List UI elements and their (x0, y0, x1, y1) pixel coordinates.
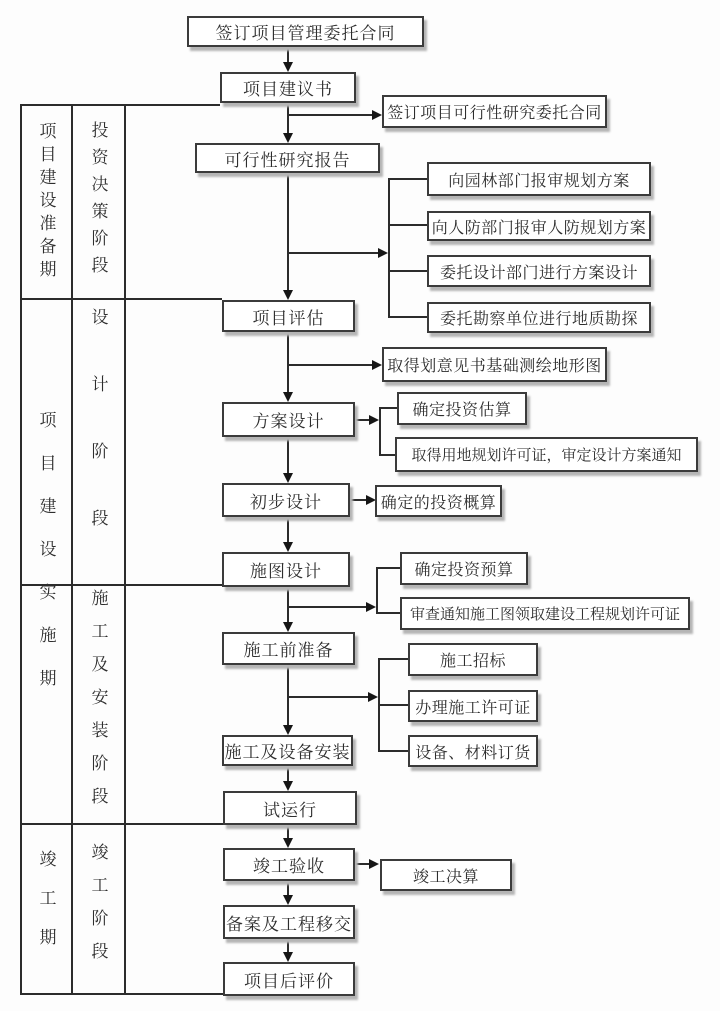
flow-line (287, 173, 289, 292)
table-line-top (20, 104, 220, 106)
stage-construction-install: 施工及安装阶段 (88, 588, 108, 820)
node-equipment-material-ordering: 设备、材料订货 (408, 735, 538, 767)
node-project-evaluation: 项目评估 (222, 300, 355, 332)
flow-line (287, 103, 289, 135)
branch-line (288, 696, 368, 698)
node-post-project-evaluation: 项目后评价 (223, 962, 355, 996)
arrow-down-icon (283, 62, 293, 72)
bracket-stub (376, 612, 400, 614)
bracket-stub (378, 750, 408, 752)
table-border-right (124, 105, 126, 995)
branch-line (355, 419, 369, 421)
arrow-down-icon (283, 392, 293, 402)
node-preliminary-design: 初步设计 (222, 483, 350, 517)
arrow-down-icon (283, 781, 293, 791)
node-entrust-design-dept-scheme: 委托设计部门进行方案设计 (427, 255, 651, 287)
node-construction-and-equipment-installation: 施工及设备安装 (222, 735, 353, 766)
bracket-stub (376, 567, 400, 569)
stage-design: 设计阶段 (88, 307, 108, 576)
node-completion-settlement: 竣工决算 (380, 859, 512, 891)
branch-line (288, 364, 372, 366)
node-pre-construction-preparation: 施工前准备 (222, 632, 355, 665)
branch-line (350, 499, 366, 501)
node-obtain-opinion-survey-map: 取得划意见书基础测绘地形图 (382, 347, 607, 382)
node-handle-construction-permit: 办理施工许可证 (408, 690, 538, 722)
arrow-down-icon (283, 952, 293, 962)
branch-line (288, 114, 372, 116)
arrow-right-icon (366, 602, 376, 612)
bracket-stub (388, 316, 427, 318)
node-trial-operation: 试运行 (223, 791, 357, 825)
node-sign-feasibility-entrust-contract: 签订项目可行性研究委托合同 (382, 95, 607, 128)
table-line-bottom (20, 993, 223, 995)
branch-line (288, 252, 378, 254)
arrow-right-icon (368, 692, 378, 702)
node-construction-bidding: 施工招标 (408, 643, 538, 676)
bracket-stub (379, 407, 397, 409)
arrow-right-icon (378, 248, 388, 258)
flow-line (287, 47, 289, 63)
arrow-down-icon (283, 473, 293, 483)
arrow-right-icon (372, 360, 382, 370)
arrow-right-icon (369, 415, 379, 425)
branch-line (355, 863, 369, 865)
arrow-right-icon (372, 110, 382, 120)
bracket-line (376, 567, 378, 614)
node-determine-rough-estimate: 确定的投资概算 (375, 485, 502, 517)
node-construction-drawing-design: 施图设计 (222, 552, 350, 587)
arrow-down-icon (283, 290, 293, 300)
node-feasibility-study-report: 可行性研究报告 (195, 143, 380, 173)
arrow-down-icon (283, 133, 293, 143)
node-obtain-land-planning-permit: 取得用地规划许可证，审定设计方案通知 (395, 437, 698, 472)
bracket-stub (388, 270, 427, 272)
arrow-down-icon (283, 622, 293, 632)
period-preparation: 项目建设准备期 (36, 121, 56, 283)
stage-completion: 竣工阶段 (88, 842, 108, 975)
flow-line (287, 332, 289, 394)
node-submit-planning-to-garden-dept: 向园林部门报审规划方案 (427, 162, 651, 196)
branch-line (288, 606, 366, 608)
arrow-down-icon (283, 542, 293, 552)
period-completion: 竣工期 (36, 850, 56, 967)
node-determine-investment-estimate: 确定投资估算 (397, 392, 527, 425)
arrow-down-icon (283, 838, 293, 848)
stage-investment-decision: 投资决策阶段 (88, 121, 108, 283)
bracket-stub (388, 224, 427, 226)
node-review-notice-get-permit: 审查通知施工图领取建设工程规划许可证 (400, 597, 690, 630)
node-determine-investment-budget: 确定投资预算 (400, 552, 528, 585)
node-scheme-design: 方案设计 (222, 402, 355, 437)
node-project-proposal: 项目建议书 (220, 72, 356, 103)
arrow-down-icon (283, 725, 293, 735)
flow-line (287, 517, 289, 544)
arrow-down-icon (283, 895, 293, 905)
node-entrust-survey-unit-geology: 委托勘察单位进行地质勘探 (427, 302, 651, 333)
node-filing-and-handover: 备案及工程移交 (223, 905, 355, 939)
table-border-mid (71, 105, 73, 995)
bracket-line (388, 178, 390, 318)
bracket-line (379, 407, 381, 456)
node-completion-acceptance: 竣工验收 (223, 848, 355, 881)
node-submit-civil-defense-planning: 向人防部门报审人防规划方案 (427, 211, 651, 241)
bracket-stub (388, 178, 427, 180)
bracket-stub (378, 704, 408, 706)
flow-line (287, 437, 289, 475)
arrow-right-icon (369, 859, 379, 869)
node-sign-management-contract: 签订项目管理委托合同 (187, 16, 424, 47)
period-implementation: 项目建设实施期 (36, 410, 56, 712)
bracket-stub (378, 658, 408, 660)
